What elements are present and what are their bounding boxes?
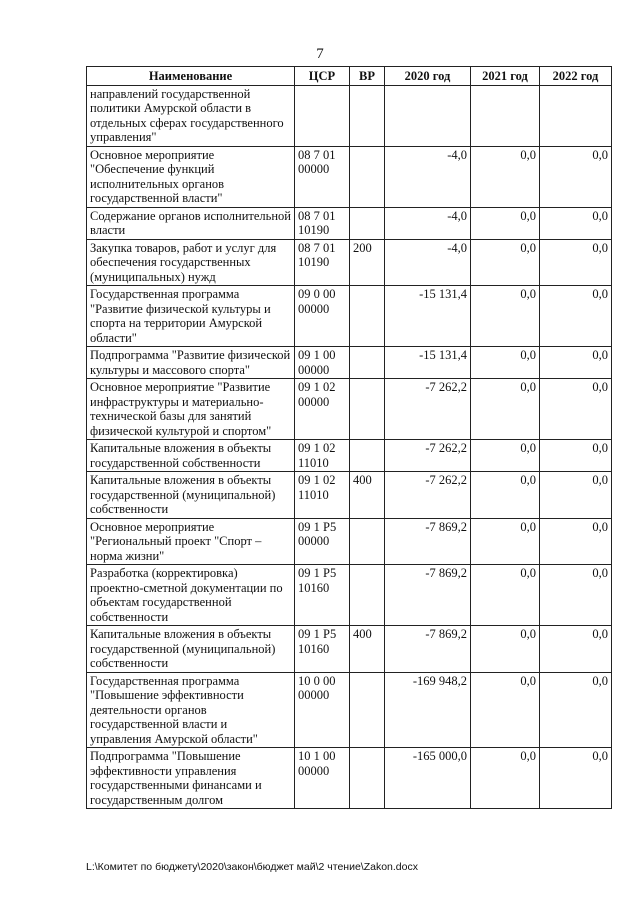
cell-2021: 0,0 [471, 518, 540, 565]
header-vr: ВР [350, 67, 385, 86]
cell-name: Подпрограмма "Развитие физической культуры и массового спорта" [87, 347, 295, 379]
cell-name: Закупка товаров, работ и услуг для обеспечения государственных (муниципальных) нужд [87, 239, 295, 286]
cell-2020: -165 000,0 [385, 748, 471, 809]
cell-csr: 09 1 02 11010 [295, 472, 350, 519]
table-row [87, 748, 612, 809]
header-2020: 2020 год [385, 67, 471, 86]
cell-vr [350, 379, 385, 440]
cell-2022: 0,0 [540, 672, 612, 748]
table-row [87, 518, 612, 565]
table-body [87, 85, 612, 809]
cell-2020: -7 262,2 [385, 472, 471, 519]
cell-2022: 0,0 [540, 207, 612, 239]
cell-2021 [471, 85, 540, 146]
cell-2022 [540, 85, 612, 146]
cell-2020: -4,0 [385, 146, 471, 207]
cell-name: Капитальные вложения в объекты государственной (муниципальной) собственности [87, 626, 295, 673]
cell-2020: -7 869,2 [385, 565, 471, 626]
header-name: Наименование [87, 67, 295, 86]
header-2022: 2022 год [540, 67, 612, 86]
cell-name: Основное мероприятие "Обеспечение функций исполнительных органов государственной власти" [87, 146, 295, 207]
cell-2020: -15 131,4 [385, 347, 471, 379]
budget-table [86, 66, 612, 809]
cell-2021: 0,0 [471, 207, 540, 239]
footer-file-path: L:\Комитет по бюджету\2020\закон\бюджет май\2 чтение\Zakon.docx [86, 861, 418, 873]
cell-csr: 09 1 02 11010 [295, 440, 350, 472]
cell-name: направлений государственной политики Амурской области в отдельных сферах государственного управления" [87, 85, 295, 146]
cell-name: Подпрограмма "Повышение эффективности управления государственными финансами и государственным долгом [87, 748, 295, 809]
cell-2022: 0,0 [540, 347, 612, 379]
table-header-row [87, 67, 612, 86]
cell-csr: 09 1 02 00000 [295, 379, 350, 440]
cell-csr: 09 0 00 00000 [295, 286, 350, 347]
cell-2020: -15 131,4 [385, 286, 471, 347]
cell-name: Государственная программа "Повышение эффективности деятельности органов государственной власти и управления Амурской области" [87, 672, 295, 748]
table-row [87, 565, 612, 626]
cell-2021: 0,0 [471, 672, 540, 748]
cell-2021: 0,0 [471, 239, 540, 286]
table-row [87, 207, 612, 239]
cell-name: Разработка (корректировка) проектно-сметной документации по объектам государственной собственности [87, 565, 295, 626]
cell-csr: 08 7 01 00000 [295, 146, 350, 207]
cell-2022: 0,0 [540, 565, 612, 626]
cell-csr: 08 7 01 10190 [295, 207, 350, 239]
cell-2020: -7 869,2 [385, 518, 471, 565]
cell-2022: 0,0 [540, 440, 612, 472]
cell-name: Капитальные вложения в объекты государственной собственности [87, 440, 295, 472]
cell-name: Капитальные вложения в объекты государственной (муниципальной) собственности [87, 472, 295, 519]
cell-vr [350, 565, 385, 626]
cell-vr: 400 [350, 472, 385, 519]
cell-2022: 0,0 [540, 472, 612, 519]
cell-vr [350, 440, 385, 472]
table-row [87, 672, 612, 748]
cell-csr: 09 1 P5 10160 [295, 565, 350, 626]
cell-2021: 0,0 [471, 626, 540, 673]
cell-name: Государственная программа "Развитие физической культуры и спорта на территории Амурской области" [87, 286, 295, 347]
cell-2021: 0,0 [471, 748, 540, 809]
cell-2020: -7 869,2 [385, 626, 471, 673]
table-row [87, 347, 612, 379]
cell-name: Основное мероприятие "Региональный проект "Спорт – норма жизни" [87, 518, 295, 565]
cell-2020: -4,0 [385, 207, 471, 239]
table-row [87, 146, 612, 207]
cell-2020 [385, 85, 471, 146]
cell-vr: 400 [350, 626, 385, 673]
cell-2021: 0,0 [471, 379, 540, 440]
cell-csr: 09 1 00 00000 [295, 347, 350, 379]
cell-csr: 10 1 00 00000 [295, 748, 350, 809]
cell-2020: -4,0 [385, 239, 471, 286]
cell-2021: 0,0 [471, 146, 540, 207]
cell-2022: 0,0 [540, 239, 612, 286]
cell-2022: 0,0 [540, 379, 612, 440]
header-2021: 2021 год [471, 67, 540, 86]
cell-2022: 0,0 [540, 286, 612, 347]
cell-vr [350, 672, 385, 748]
table-row [87, 85, 612, 146]
cell-2021: 0,0 [471, 286, 540, 347]
cell-2020: -169 948,2 [385, 672, 471, 748]
cell-csr [295, 85, 350, 146]
cell-2021: 0,0 [471, 347, 540, 379]
cell-csr: 09 1 P5 10160 [295, 626, 350, 673]
cell-vr [350, 146, 385, 207]
cell-vr [350, 85, 385, 146]
cell-name: Содержание органов исполнительной власти [87, 207, 295, 239]
cell-vr [350, 748, 385, 809]
table-row [87, 440, 612, 472]
cell-2022: 0,0 [540, 518, 612, 565]
cell-vr [350, 207, 385, 239]
cell-2020: -7 262,2 [385, 440, 471, 472]
table-row [87, 379, 612, 440]
cell-2022: 0,0 [540, 146, 612, 207]
cell-vr: 200 [350, 239, 385, 286]
table-row [87, 286, 612, 347]
cell-csr: 09 1 P5 00000 [295, 518, 350, 565]
table-row [87, 626, 612, 673]
header-csr: ЦСР [295, 67, 350, 86]
table-row [87, 472, 612, 519]
cell-csr: 08 7 01 10190 [295, 239, 350, 286]
cell-vr [350, 286, 385, 347]
cell-2022: 0,0 [540, 626, 612, 673]
table-row [87, 239, 612, 286]
cell-2021: 0,0 [471, 440, 540, 472]
cell-2021: 0,0 [471, 565, 540, 626]
cell-2020: -7 262,2 [385, 379, 471, 440]
cell-vr [350, 347, 385, 379]
page-number: 7 [316, 46, 324, 62]
cell-2022: 0,0 [540, 748, 612, 809]
cell-vr [350, 518, 385, 565]
cell-csr: 10 0 00 00000 [295, 672, 350, 748]
cell-2021: 0,0 [471, 472, 540, 519]
cell-name: Основное мероприятие "Развитие инфраструктуры и материально-технической базы для занятий физической культурой и спортом" [87, 379, 295, 440]
